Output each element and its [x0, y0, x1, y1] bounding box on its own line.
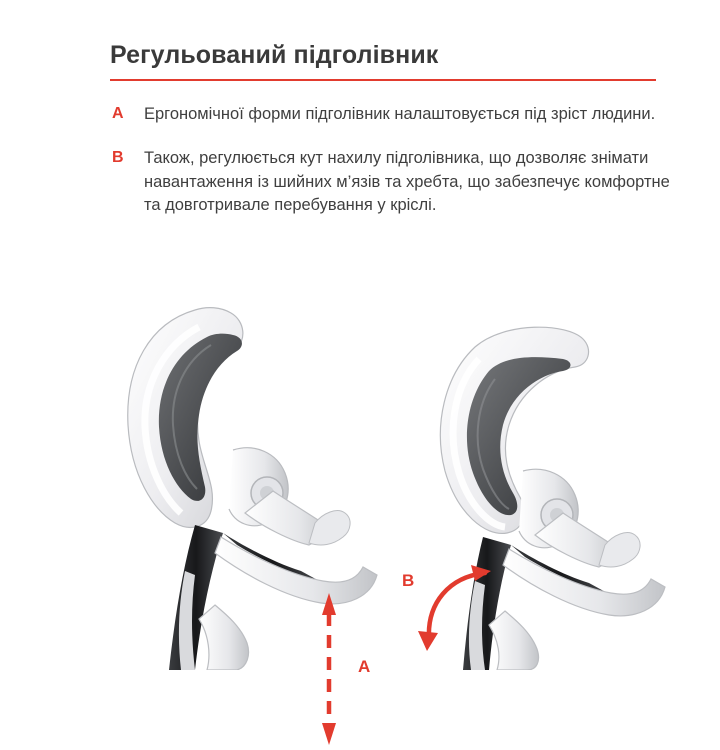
chair-left-svg — [95, 275, 385, 670]
support-knob — [309, 511, 350, 545]
bullet-text-b: Також, регулюється кут нахилу підголівника, що дозволяє знімати навантаження із шийних м’язів та хребта, що забезпечує комфортне та довготривале перебування у кріслі. — [144, 149, 670, 215]
bullet-text-a: Ергономічної форми підголівник налаштовується під зріст людини. — [144, 105, 656, 123]
bullet-marker-b: B — [112, 149, 124, 167]
backrest-lever — [199, 605, 249, 670]
tilt-adjust-arrow-icon — [413, 563, 503, 653]
article-content — [110, 40, 670, 239]
list-item — [110, 147, 670, 217]
page-title: Регульований підголівник — [110, 41, 439, 69]
support-knob — [599, 533, 640, 567]
title-divider — [110, 79, 656, 81]
height-adjust-arrow-icon — [322, 593, 336, 745]
annotation-label-a: A — [358, 657, 371, 676]
annotation-label-b: B — [402, 571, 415, 590]
bullet-marker-a: A — [112, 105, 124, 122]
list-item — [110, 103, 670, 126]
product-illustration — [0, 275, 720, 676]
chair-left-image — [95, 275, 385, 670]
